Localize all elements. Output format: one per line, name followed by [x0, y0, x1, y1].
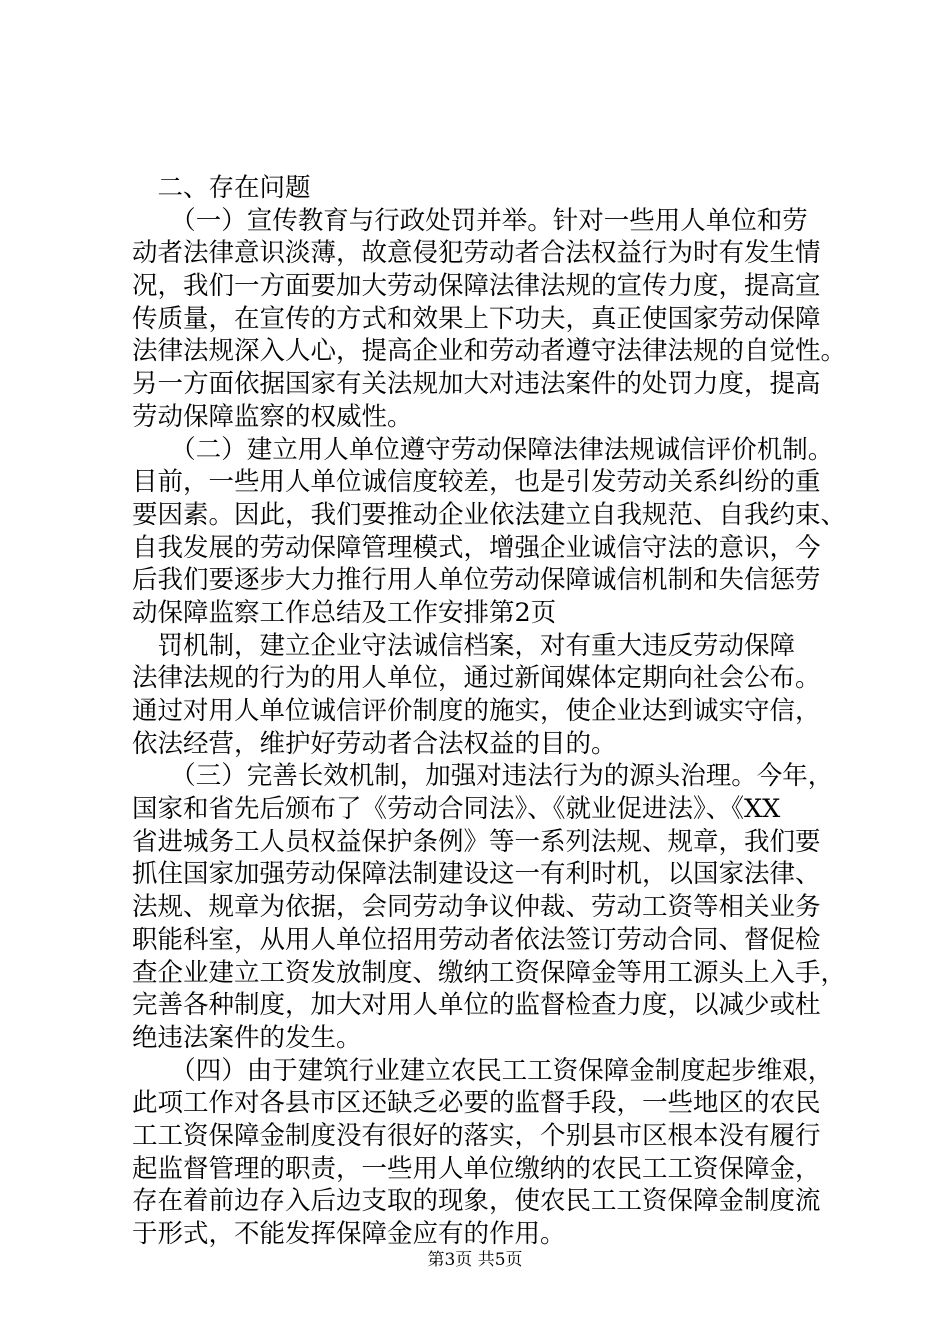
text-line: 动保障监察工作总结及工作安排第2页	[132, 597, 557, 628]
text-line: 法规、规章为依据，会同劳动争议仲裁、劳动工资等相关业务	[132, 892, 821, 923]
text-line: （三）完善长效机制，加强对违法行为的源头治理。今年，	[132, 761, 834, 792]
text-line: 此项工作对各县市区还缺乏必要的监督手段，一些地区的农民	[132, 1088, 821, 1119]
text-line: 目前，一些用人单位诚信度较差，也是引发劳动关系纠纷的重	[132, 467, 821, 498]
text-line: 抓住国家加强劳动保障法制建设这一有利时机，以国家法律、	[132, 859, 821, 890]
page-footer	[0, 1249, 950, 1271]
text-line: 法律法规的行为的用人单位，通过新闻媒体定期向社会公布。	[132, 663, 821, 694]
document-body	[132, 172, 860, 1251]
text-line: 省进城务工人员权益保护条例》等一系列法规、规章，我们要	[132, 826, 821, 857]
text-line: 职能科室，从用人单位招用劳动者依法签订劳动合同、督促检	[132, 924, 821, 955]
text-line: 存在着前边存入后边支取的现象，使农民工工资保障金制度流	[132, 1186, 821, 1217]
text-line: 工工资保障金制度没有很好的落实，个别县市区根本没有履行	[132, 1120, 821, 1151]
text-line: 自我发展的劳动保障管理模式，增强企业诚信守法的意识，今	[132, 532, 821, 563]
page-number: 第3页 共5页	[427, 1250, 523, 1270]
text-line: 二、存在问题	[132, 173, 311, 203]
text-line: 于形式，不能发挥保障金应有的作用。	[132, 1219, 566, 1249]
text-line: 国家和省先后颁布了《劳动合同法》、《就业促进法》、《XX	[132, 794, 781, 825]
text-line: 动者法律意识淡薄，故意侵犯劳动者合法权益行为时有发生情	[132, 238, 821, 269]
text-line: 依法经营，维护好劳动者合法权益的目的。	[132, 728, 617, 759]
text-line: 法律法规深入人心，提高企业和劳动者遵守法律法规的自觉性。	[132, 336, 847, 367]
text-line: （一）宣传教育与行政处罚并举。针对一些用人单位和劳	[132, 205, 808, 236]
text-line: 完善各种制度，加大对用人单位的监督检查力度，以减少或杜	[132, 990, 821, 1021]
text-line: 要因素。因此，我们要推动企业依法建立自我规范、自我约束、	[132, 499, 847, 530]
text-line: （二）建立用人单位遵守劳动保障法律法规诚信评价机制。	[132, 434, 834, 465]
text-line: 查企业建立工资发放制度、缴纳工资保障金等用工源头上入手，	[132, 957, 847, 988]
text-line: 传质量，在宣传的方式和效果上下功夫，真正使国家劳动保障	[132, 303, 821, 334]
text-line: 通过对用人单位诚信评价制度的施实，使企业达到诚实守信，	[132, 696, 821, 726]
text-line: 劳动保障监察的权威性。	[132, 401, 413, 432]
text-line: 绝违法案件的发生。	[132, 1022, 362, 1053]
text-line: 另一方面依据国家有关法规加大对违法案件的处罚力度，提高	[132, 369, 821, 400]
text-line: 起监督管理的职责，一些用人单位缴纳的农民工工资保障金，	[132, 1153, 821, 1184]
text-line: （四）由于建筑行业建立农民工工资保障金制度起步维艰，	[132, 1055, 834, 1086]
text-line: 罚机制，建立企业守法诚信档案，对有重大违反劳动保障	[132, 630, 796, 661]
text-line: 后我们要逐步大力推行用人单位劳动保障诚信机制和失信惩劳	[132, 565, 821, 596]
text-line: 况，我们一方面要加大劳动保障法律法规的宣传力度，提高宣	[132, 271, 821, 302]
